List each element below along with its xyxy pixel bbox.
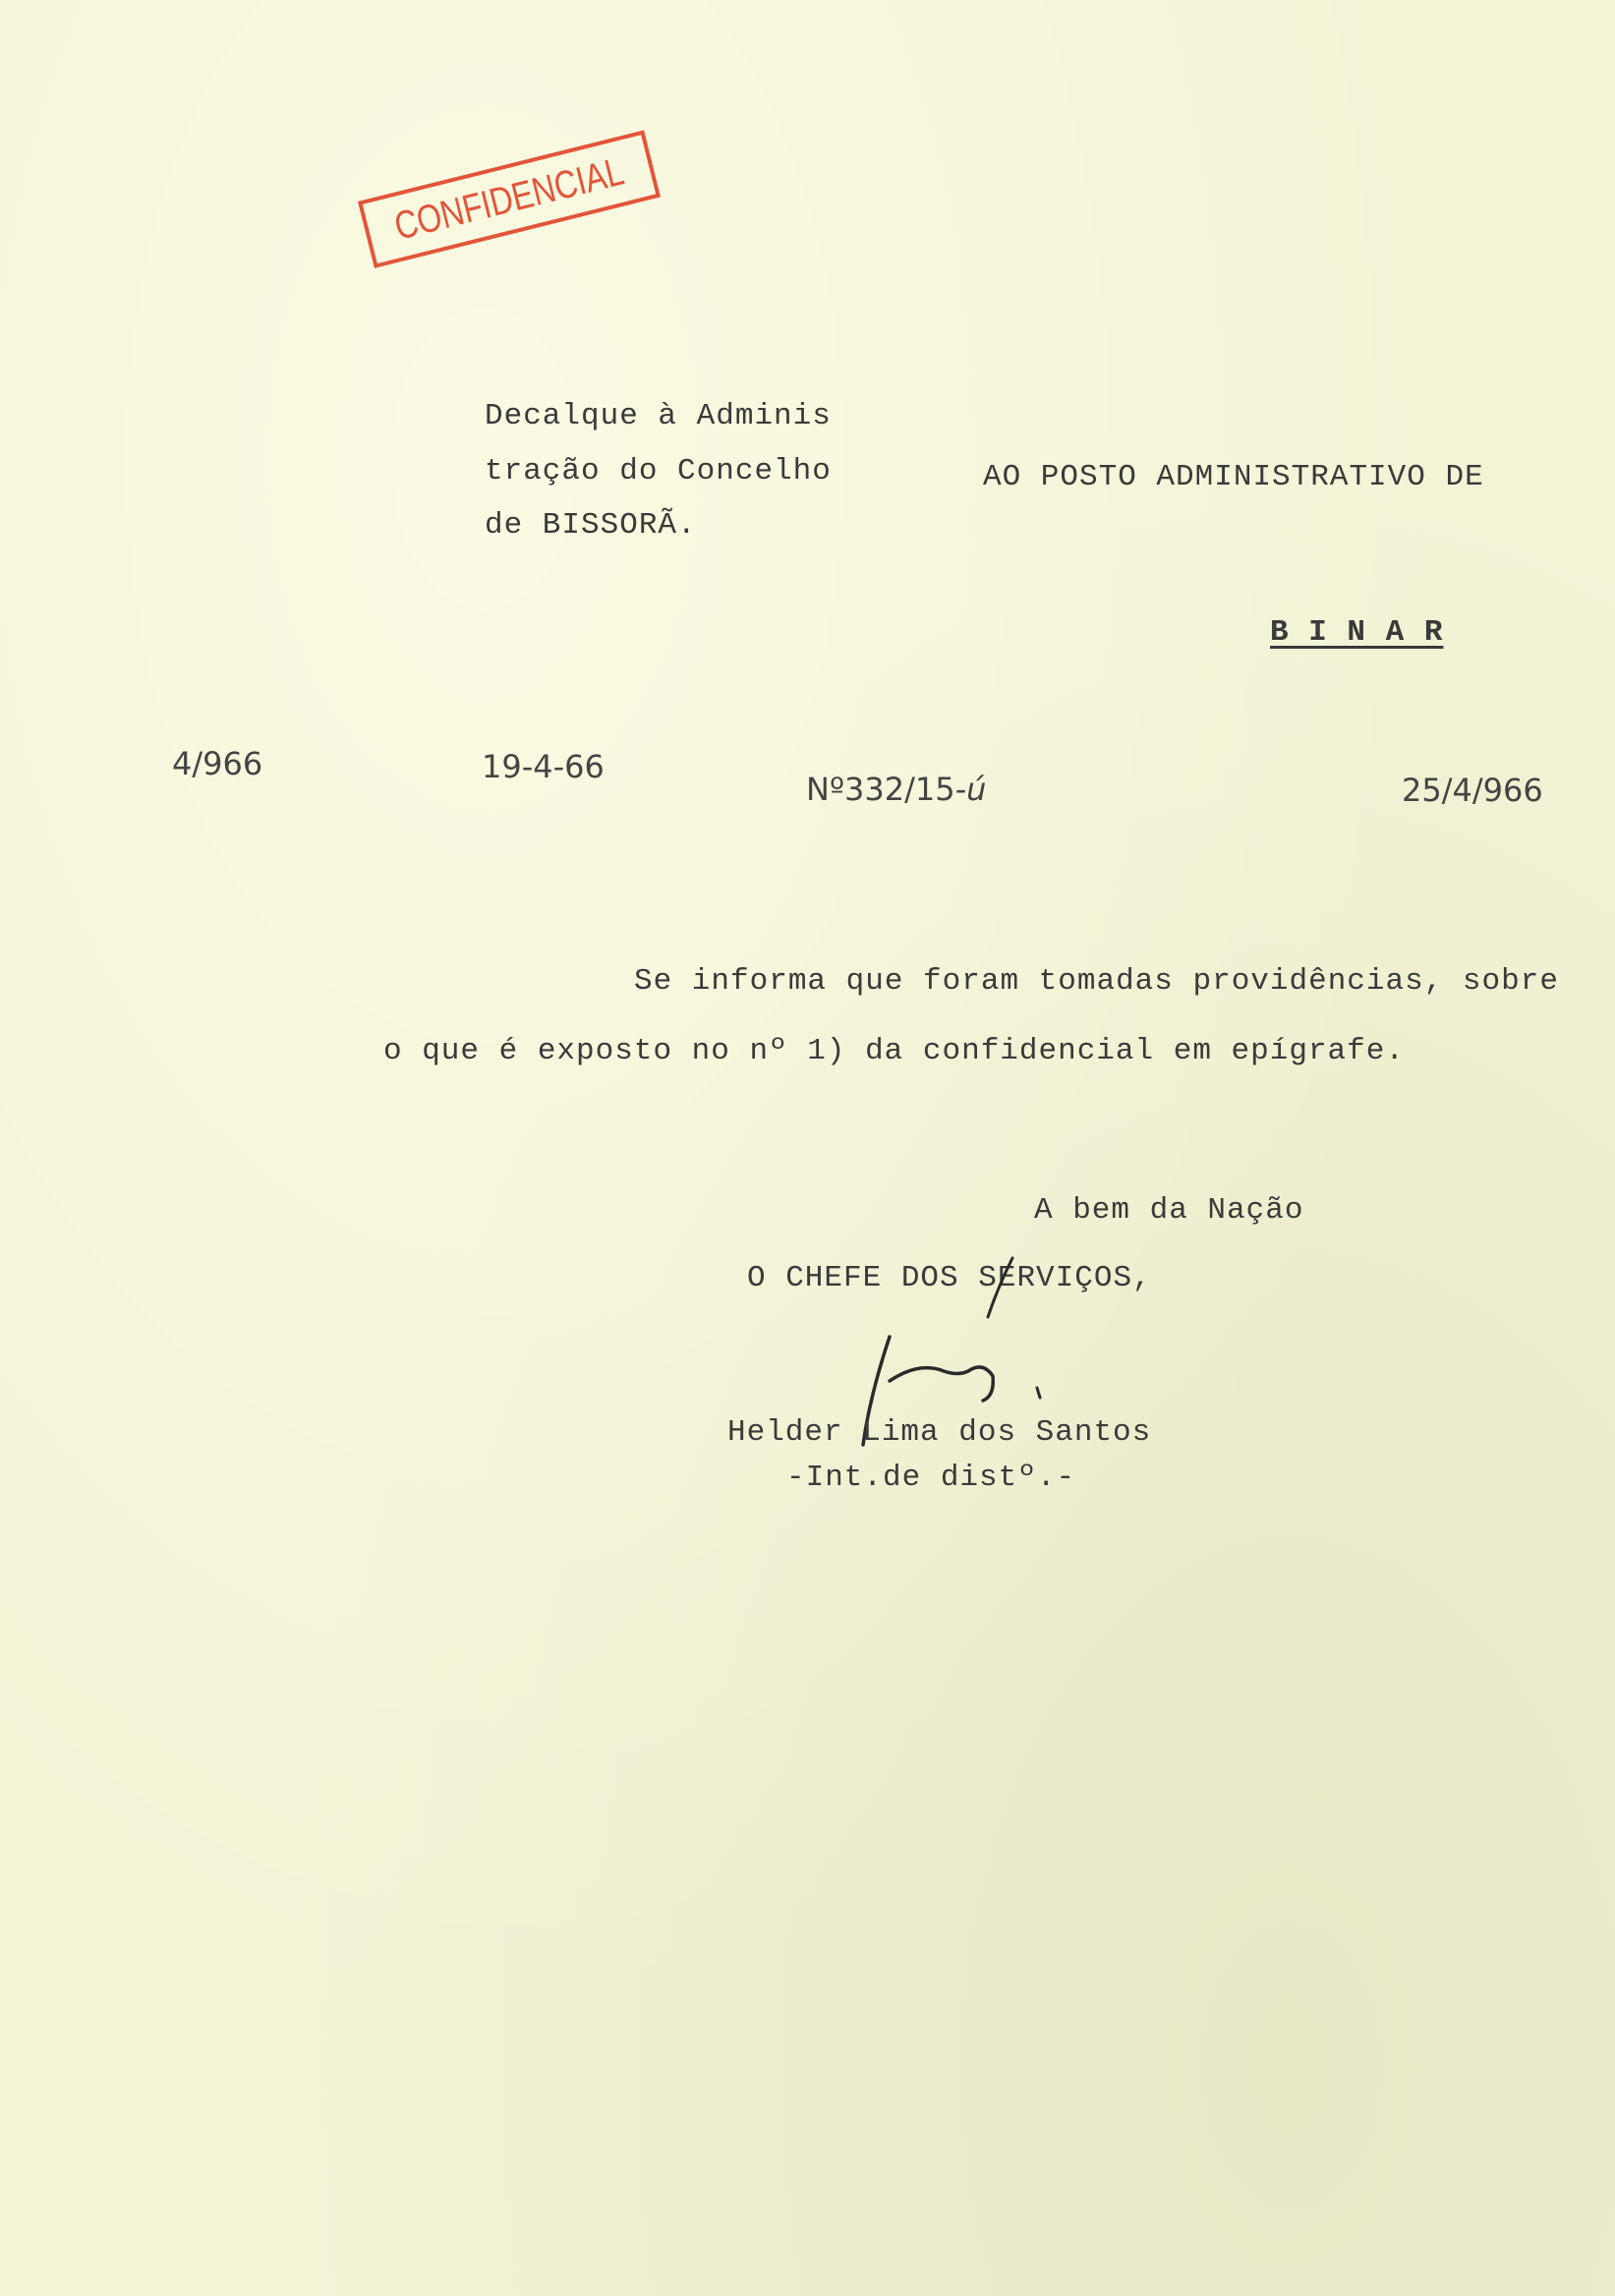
addressee-place: B I N A R (1270, 615, 1444, 650)
copy-note-line-2: tração do Concelho (485, 454, 832, 488)
stamp-text: CONFIDENCIAL (389, 149, 628, 249)
copy-note-line-3: de BISSORÃ. (485, 508, 697, 543)
copy-note-line-1: Decalque à Adminis (485, 399, 832, 433)
reference-1: 4/966 (172, 745, 263, 782)
signatory-role: -Int.de distº.- (786, 1461, 1076, 1495)
body-line-2: o que é exposto no nº 1) da confidencial em epígrafe. (383, 1034, 1405, 1068)
closing-salutation: A bem da Nação (1034, 1193, 1304, 1228)
closing-title: O CHEFE DOS SERVIÇOS, (747, 1261, 1152, 1295)
reference-date-1: 19-4-66 (482, 748, 605, 785)
reference-date-2: 25/4/966 (1402, 772, 1543, 809)
signatory-name: Helder Lima dos Santos (727, 1415, 1152, 1450)
reference-number-suffix: -ú (954, 771, 987, 808)
body-line-1: Se informa que foram tomadas providências, sobre (634, 964, 1559, 999)
reference-number-main: Nº332/15 (806, 771, 955, 808)
addressee-line: AO POSTO ADMINISTRATIVO DE (983, 460, 1484, 494)
